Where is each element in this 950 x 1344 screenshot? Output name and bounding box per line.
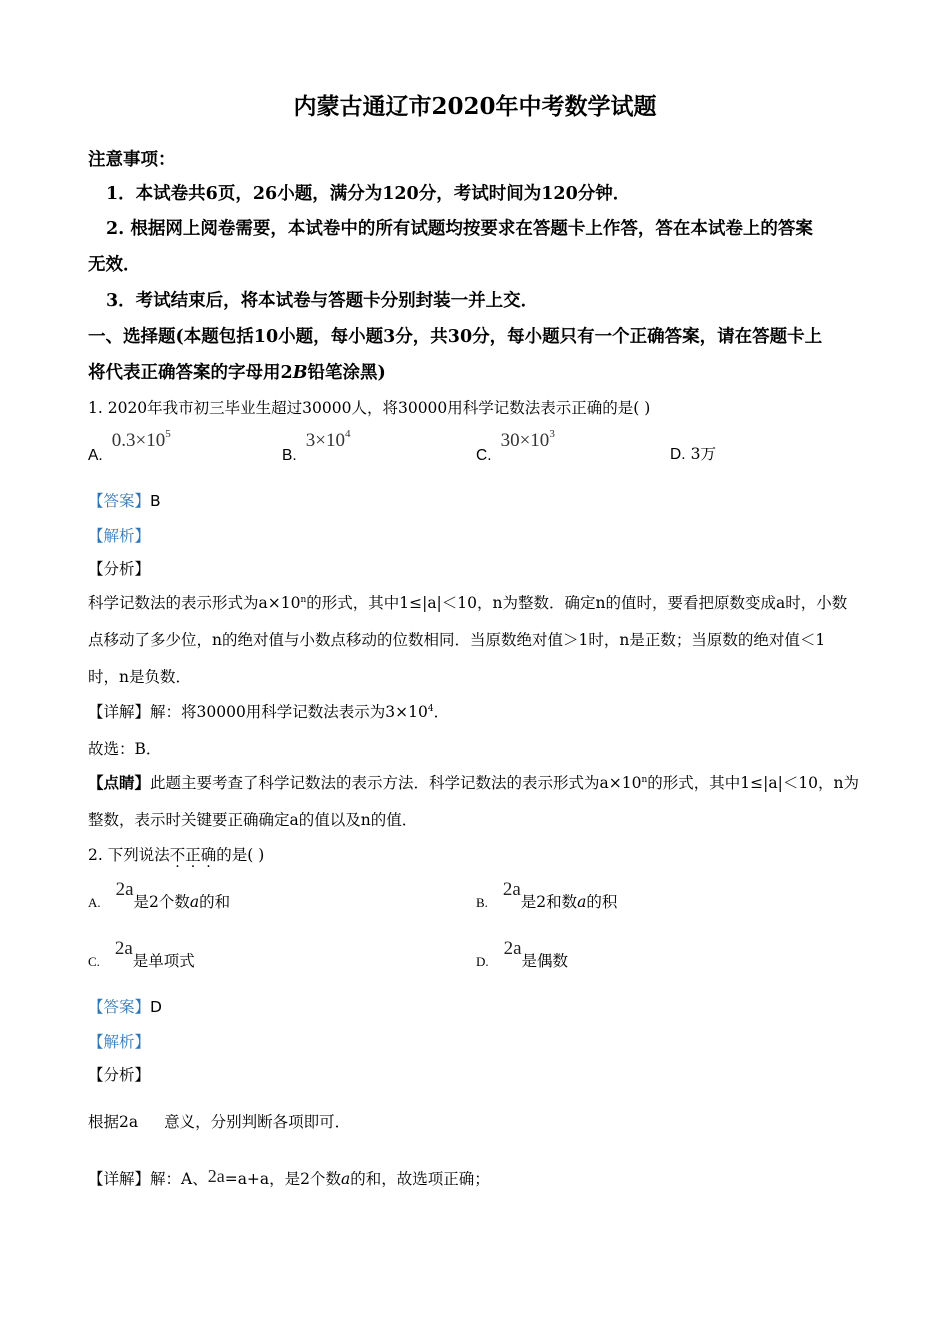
q1-analysis-label: 【解析】 [88, 527, 151, 545]
notice-item-3: 3．考试结束后，将本试卷与答题卡分别封装一并上交． [106, 291, 539, 311]
q2-fenxi-label: 【分析】 [88, 1066, 151, 1084]
q1-option-b: B. $3\times 10^4$ [282, 428, 351, 464]
q2-option-d: D. 2a是偶数 [476, 938, 569, 970]
q2-analysis-label: 【解析】 [88, 1033, 151, 1051]
notice-item-1: 1．本试卷共6页，26小题，满分为120分，考试时间为120分钟． [106, 184, 631, 204]
section-heading-cont: 将代表正确答案的字母用2B铅笔涂黑) [88, 363, 386, 383]
q2-option-a: A. 2a是2个数a的和 [88, 879, 231, 911]
notice-heading: 注意事项： [88, 150, 176, 170]
q2-option-b: B. 2a是2和数a的积 [476, 879, 618, 911]
question-1-stem: 1. 2020年我市初三毕业生超过30000人，将30000用科学记数法表示正确的是( ) [88, 399, 651, 417]
page-title: 内蒙古通辽市2020年中考数学试题 [293, 93, 657, 120]
section-heading: 一、选择题(本题包括10小题，每小题3分，共30分，每小题只有一个正确答案，请在答题卡上 [88, 327, 823, 347]
q1-dianjing-line-1: 【点睛】此题主要考查了科学记数法的表示方法．科学记数法的表示形式为$a\times 10^n$的形式，其中1≤|a|＜10，n为 [88, 773, 860, 792]
q1-detail: 【详解】解：将30000用科学记数法表示为$3\times 10^4$． [88, 703, 450, 721]
q1-answer: 【答案】B [88, 492, 161, 510]
q1-fenxi-label: 【分析】 [88, 560, 151, 578]
q1-fenxi-line-3: 时，n是负数． [88, 668, 191, 686]
q1-option-d: D. 3万 [670, 445, 716, 463]
q2-option-c: C. 2a是单项式 [88, 938, 195, 970]
q1-option-c: C. $30\times 10^3$ [476, 428, 555, 464]
q2-fenxi: 根据2a 意义，分别判断各项即可． [88, 1113, 351, 1131]
q2-answer: 【答案】D [88, 998, 162, 1016]
notice-item-2: 2. 根据网上阅卷需要，本试卷中的所有试题均按要求在答题卡上作答，答在本试卷上的答案 [106, 219, 813, 239]
q1-dianjing-line-2: 整数，表示时关键要正确确定a的值以及n的值． [88, 811, 418, 829]
q2-detail: 【详解】解：A、2a=a+a，是2个数a的和，故选项正确； [88, 1166, 490, 1188]
question-2-stem: 2. 下列说法不正确的是( ) [88, 846, 265, 864]
q1-choose: 故选：B． [88, 740, 162, 758]
q1-option-a: A. $0.3\times 10^5$ [88, 428, 171, 464]
q1-fenxi-line-1: 科学记数法的表示形式为$a\times 10^n$的形式，其中1≤|a|＜10，n为整数．确定n的值时，要看把原数变成a时，小数 [88, 594, 848, 612]
q1-fenxi-line-2: 点移动了多少位，n的绝对值与小数点移动的位数相同．当原数绝对值＞1时，n是正数；当原数的绝对值＜1 [88, 631, 826, 649]
notice-item-2-cont: 无效． [88, 255, 141, 275]
